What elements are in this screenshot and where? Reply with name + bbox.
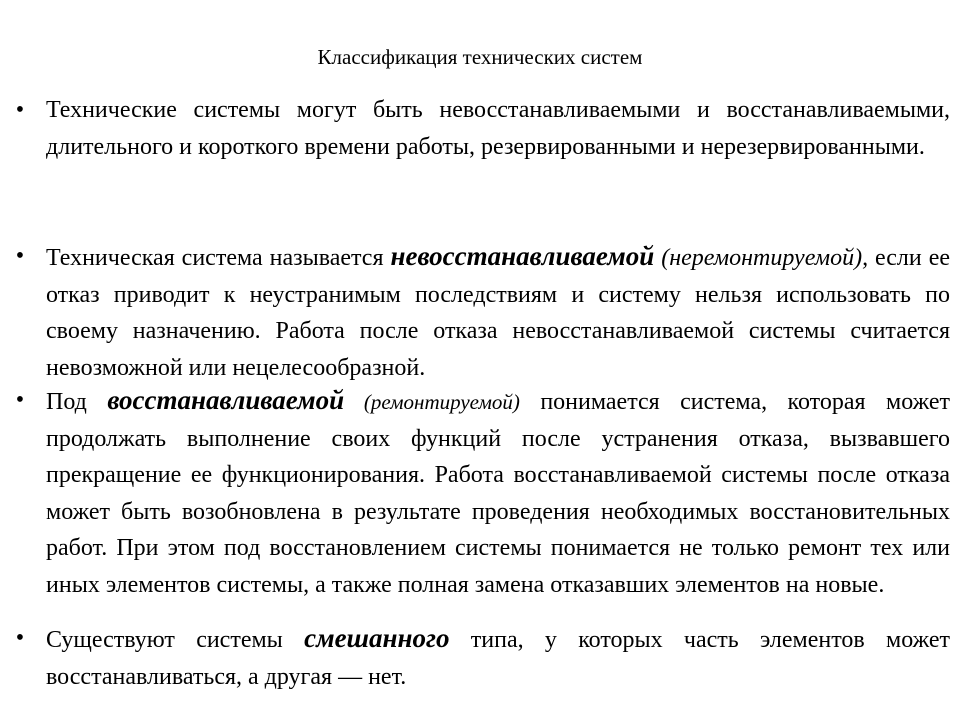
bullet-text-pre: Под bbox=[46, 389, 108, 415]
bullet-text-post: если ее отказ приводит к неустранимым последствиям и систему нельзя использовать по своему назначению. Работа после отказа невосстанавливаемой системы считается невозможной или нецелесообразной. bbox=[46, 245, 951, 381]
bullet-icon: • bbox=[15, 625, 25, 651]
bullet-text bbox=[46, 382, 950, 603]
bullet-text bbox=[46, 238, 950, 386]
bullet-text-pre: Техническая система называется bbox=[46, 245, 391, 271]
bullet-text bbox=[46, 620, 950, 695]
emphasized-term: смешанного bbox=[304, 623, 450, 653]
bullet-icon: • bbox=[15, 387, 25, 413]
bullet-text-body: Технические системы могут быть невосстанавливаемыми и восстанавливаемыми, длительного и короткого времени работы, резервированными и нерезервированными. bbox=[46, 97, 950, 160]
slide-title: Классификация технических систем bbox=[317, 45, 643, 69]
bullet-text-pre: Существуют системы bbox=[46, 627, 305, 653]
emphasized-term: невосстанавливаемой bbox=[390, 241, 655, 271]
parenthetical-term: (ремонтируемой) bbox=[344, 390, 520, 414]
bullet-icon: • bbox=[15, 243, 25, 269]
parenthetical-term: (неремонтируемой), bbox=[654, 245, 869, 271]
emphasized-term: восстанавливаемой bbox=[107, 385, 345, 415]
bullet-text bbox=[46, 92, 950, 165]
bullet-icon: • bbox=[15, 97, 25, 123]
bullet-text-post: понимается система, которая может продолжать выполнение своих функций после устранения отказа, вызвавшего прекращение ее функционирования. Работа восстанавливаемой системы после отказа может быть возобновлена в результате проведения необходимых восстановительных работ. При этом под восстановлением системы понимается не только ремонт тех или иных элементов системы, а также полная замена отказавших элементов на новые. bbox=[46, 389, 951, 598]
bullet-text-post: типа, у которых часть элементов может восстанавливаться, а другая — нет. bbox=[46, 627, 950, 690]
